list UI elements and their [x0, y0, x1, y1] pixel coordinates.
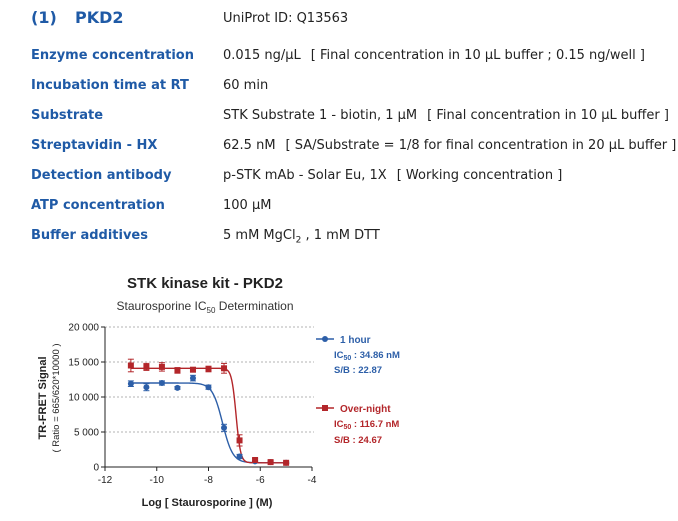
param-value: 0.015 ng/μL [223, 48, 301, 63]
param-value-line [223, 48, 645, 63]
data-point [237, 435, 243, 446]
param-value-line [223, 138, 676, 153]
param-label: ATP concentration [31, 198, 165, 213]
chart-title: STK kinase kit - PKD2 [127, 275, 283, 292]
param-value-line [223, 198, 271, 213]
legend-sb-1hour: S/B : 22.87 [334, 365, 383, 376]
data-point [237, 454, 243, 460]
param-value: p-STK mAb - Solar Eu, 1X [223, 168, 387, 183]
data-point [221, 424, 227, 431]
param-value-line [223, 78, 268, 93]
data-point [143, 384, 149, 391]
chart-subtitle [117, 299, 294, 315]
param-value-line [223, 168, 562, 183]
data-point [268, 459, 274, 465]
data-marker-circle [206, 384, 212, 390]
legend [316, 335, 400, 446]
y-tick-label: 0 [93, 462, 99, 474]
x-axis-label: Log [ Staurosporine ] (M) [141, 497, 273, 509]
x-tick-label: -8 [204, 475, 213, 486]
y-tick-label: 15 000 [68, 357, 99, 369]
param-label: Streptavidin - HX [31, 138, 158, 153]
data-marker-circle [174, 385, 180, 391]
data-marker-square [283, 460, 289, 466]
param-atp-concentration [31, 198, 671, 218]
data-point [190, 375, 196, 381]
data-marker-circle [237, 454, 243, 460]
data-marker-square [128, 363, 134, 369]
ic50-value: : 116.7 nM [351, 419, 400, 430]
ic50-subscript: 50 [343, 424, 352, 431]
data-point [128, 359, 134, 372]
param-buffer-additives [31, 228, 671, 248]
legend-label-overnight: Over-night [340, 404, 391, 415]
y-tick-label: 10 000 [68, 392, 99, 404]
param-label: Buffer additives [31, 228, 148, 243]
fit-curve-1hour [131, 383, 286, 463]
legend-marker-overnight [322, 405, 328, 411]
x-tick-label: -12 [97, 475, 113, 486]
data-marks [128, 359, 289, 466]
y-tick-label: 20 000 [68, 322, 99, 334]
param-value: 62.5 nM [223, 138, 276, 153]
ic50-label: IC [334, 350, 344, 361]
legend-ic50-overnight [334, 419, 399, 431]
data-point [159, 380, 165, 386]
data-point [128, 381, 134, 387]
uniprot-id: UniProt ID: Q13563 [223, 11, 349, 26]
data-marker-circle [221, 425, 227, 431]
data-point [252, 457, 258, 463]
ic50-label: IC [334, 419, 344, 430]
ic50-value: : 34.86 nM [351, 350, 400, 361]
param-value: 60 min [223, 78, 269, 93]
legend-ic50-1hour [334, 350, 400, 362]
data-marker-square [221, 365, 227, 371]
ic50-chart [0, 261, 678, 521]
data-marker-circle [128, 381, 134, 387]
data-point [221, 363, 227, 373]
y-tick-label: 5 000 [73, 427, 99, 439]
section-number: (1) [31, 8, 57, 27]
x-tick-label: -6 [255, 475, 265, 486]
data-marker-square [237, 437, 243, 443]
section-header [31, 8, 671, 30]
data-marker-square [174, 367, 180, 373]
y-axis-label: TR-FRET Signal [37, 356, 49, 440]
data-marker-square [190, 367, 196, 373]
enzyme-title: PKD2 [75, 8, 124, 27]
param-value: 100 μM [223, 198, 272, 213]
data-point [159, 363, 165, 371]
data-marker-square [206, 366, 212, 372]
param-note: [ Final concentration in 10 μL buffer ; 0.15 ng/well ] [310, 48, 645, 63]
data-point [206, 384, 212, 390]
param-streptavidin [31, 138, 677, 158]
data-marker-circle [190, 375, 196, 381]
legend-marker-1hour [322, 336, 328, 342]
ic50-subscript: 50 [343, 355, 352, 362]
fit-curves [131, 368, 286, 463]
data-marker-square [159, 364, 165, 370]
param-label: Substrate [31, 108, 104, 123]
chart-subtitle-sub: 50 [206, 306, 216, 315]
chart-subtitle-pre: Staurosporine IC [116, 299, 207, 313]
data-marker-circle [159, 380, 165, 386]
param-incubation-time [31, 78, 671, 98]
data-marker-square [143, 364, 149, 370]
param-label: Enzyme concentration [31, 48, 194, 63]
param-note: [ Final concentration in 10 μL buffer ] [427, 108, 669, 123]
legend-label-1hour: 1 hour [340, 335, 371, 346]
data-point [174, 385, 180, 391]
param-label: Detection antibody [31, 168, 172, 183]
param-value: STK Substrate 1 - biotin, 1 μM [223, 108, 418, 123]
data-point [174, 367, 180, 373]
param-detection-antibody [31, 168, 671, 188]
param-value-line [223, 228, 380, 246]
data-point [143, 363, 149, 370]
buffer-value-post: , 1 mM DTT [301, 228, 380, 243]
y-axis-label-secondary: ( Ratio = 665/620*10000 ) [51, 343, 62, 453]
param-label: Incubation time at RT [31, 78, 189, 93]
chart-grid [105, 327, 314, 432]
buffer-value-pre: 5 mM MgCl [223, 228, 296, 243]
x-tick-label: -10 [149, 475, 164, 486]
data-point [190, 367, 196, 373]
legend-sb-overnight: S/B : 24.67 [334, 435, 383, 446]
chart-subtitle-post: Determination [215, 299, 294, 313]
param-note: [ SA/Substrate = 1/8 for final concentration in 20 μL buffer ] [285, 138, 677, 153]
data-marker-square [252, 457, 258, 463]
x-tick-label: -4 [307, 475, 317, 486]
data-point [283, 460, 289, 466]
param-value-line [223, 108, 669, 123]
param-substrate [31, 108, 671, 128]
chart-axes [68, 323, 316, 487]
param-enzyme-concentration [31, 48, 671, 68]
buffer-value-subscript: 2 [295, 235, 302, 246]
data-marker-square [268, 459, 274, 465]
data-point [206, 366, 212, 372]
data-marker-circle [143, 384, 149, 390]
param-note: [ Working concentration ] [396, 168, 563, 183]
